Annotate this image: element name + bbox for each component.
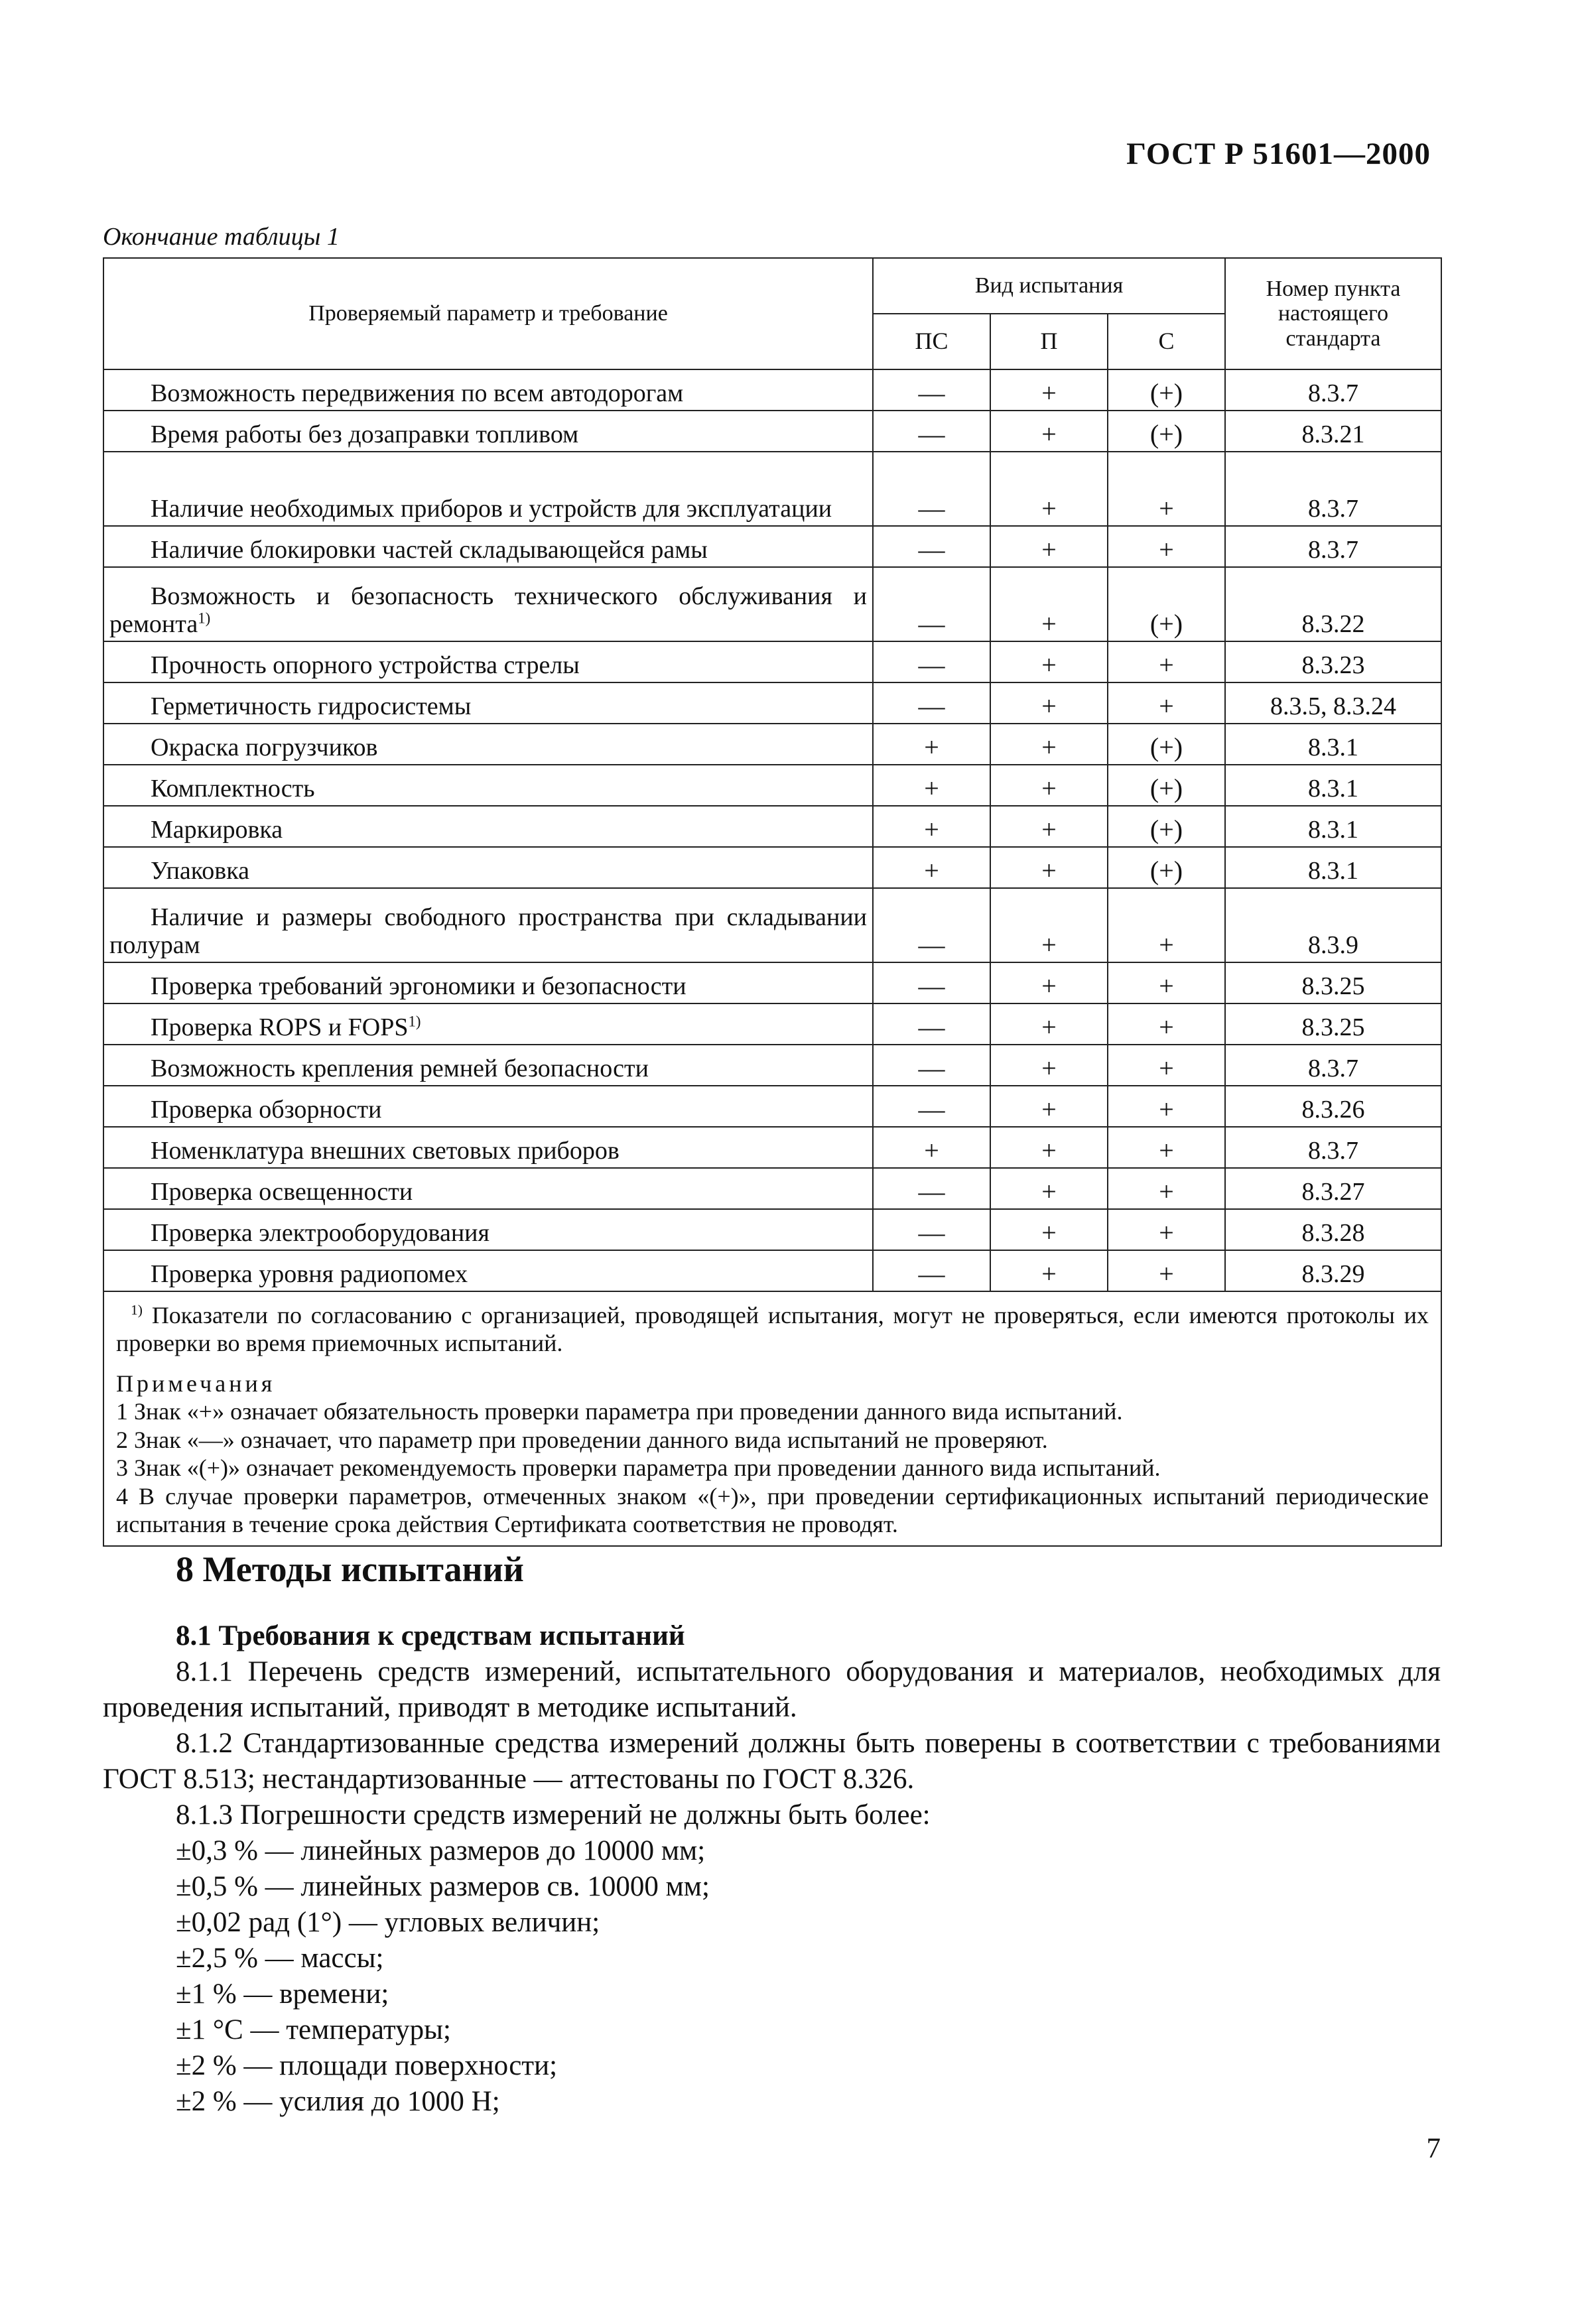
cell-p: + bbox=[990, 682, 1108, 724]
cell-ps: — bbox=[873, 1003, 990, 1045]
param-text: Маркировка bbox=[151, 816, 283, 844]
cell-param bbox=[103, 1003, 873, 1045]
note-item: 1 Знак «+» означает обязательность проверки параметра при проведении данного вида испытаний. bbox=[116, 1398, 1123, 1425]
cell-p: + bbox=[990, 641, 1108, 682]
cell-p: + bbox=[990, 1086, 1108, 1127]
cell-clause: 8.3.1 bbox=[1225, 724, 1441, 765]
cell-ps: — bbox=[873, 1209, 990, 1250]
footnote-text: Показатели по согласованию с организацией, проводящей испытания, могут не проверяться, если имеются протоколы их проверки во время приемочных испытаний. bbox=[116, 1302, 1429, 1357]
param-text: Упаковка bbox=[151, 857, 249, 885]
cell-ps: — bbox=[873, 526, 990, 567]
cell-p: + bbox=[990, 1209, 1108, 1250]
cell-ps: — bbox=[873, 641, 990, 682]
param-text: Проверка освещенности bbox=[151, 1178, 413, 1206]
param-text: Время работы без дозаправки топливом bbox=[151, 420, 579, 449]
table-body bbox=[103, 369, 1441, 1291]
cell-clause: 8.3.5, 8.3.24 bbox=[1225, 682, 1441, 724]
table-row bbox=[103, 1168, 1441, 1209]
table-row bbox=[103, 806, 1441, 847]
cell-param bbox=[103, 411, 873, 452]
cell-s: + bbox=[1108, 888, 1225, 962]
tolerance-item: ±0,5 % — линейных размеров св. 10000 мм; bbox=[176, 1871, 710, 1902]
subsection-title: 8.1 Требования к средствам испытаний bbox=[176, 1620, 685, 1651]
cell-p: + bbox=[990, 765, 1108, 806]
cell-clause: 8.3.25 bbox=[1225, 1003, 1441, 1045]
cell-ps: — bbox=[873, 369, 990, 411]
test-parameters-table bbox=[103, 257, 1442, 1547]
section-body bbox=[103, 1618, 1441, 2120]
cell-s: (+) bbox=[1108, 567, 1225, 641]
cell-s: + bbox=[1108, 962, 1225, 1003]
cell-s: + bbox=[1108, 641, 1225, 682]
cell-s: + bbox=[1108, 1250, 1225, 1291]
cell-ps: — bbox=[873, 888, 990, 962]
cell-param bbox=[103, 1250, 873, 1291]
cell-s: + bbox=[1108, 1127, 1225, 1168]
cell-s: + bbox=[1108, 1045, 1225, 1086]
paragraph: 8.1.3 Погрешности средств измерений не должны быть более: bbox=[176, 1799, 931, 1831]
cell-p: + bbox=[990, 411, 1108, 452]
note-item: 2 Знак «—» означает, что параметр при проведении данного вида испытаний не проверяют. bbox=[116, 1426, 1048, 1453]
cell-clause: 8.3.21 bbox=[1225, 411, 1441, 452]
notes-heading: Примечания bbox=[116, 1370, 276, 1397]
cell-param bbox=[103, 888, 873, 962]
cell-ps: — bbox=[873, 1250, 990, 1291]
table-row bbox=[103, 1209, 1441, 1250]
table-row bbox=[103, 1250, 1441, 1291]
table-row bbox=[103, 526, 1441, 567]
page-number: 7 bbox=[1426, 2133, 1441, 2164]
cell-clause: 8.3.27 bbox=[1225, 1168, 1441, 1209]
cell-s: (+) bbox=[1108, 411, 1225, 452]
param-text: Проверка обзорности bbox=[151, 1096, 382, 1124]
table-row bbox=[103, 962, 1441, 1003]
cell-clause: 8.3.7 bbox=[1225, 369, 1441, 411]
cell-s: + bbox=[1108, 452, 1225, 526]
cell-s: (+) bbox=[1108, 369, 1225, 411]
cell-ps: — bbox=[873, 682, 990, 724]
cell-p: + bbox=[990, 962, 1108, 1003]
footnote-ref: 1) bbox=[408, 1013, 421, 1030]
table-notes bbox=[103, 1291, 1441, 1546]
cell-p: + bbox=[990, 1250, 1108, 1291]
cell-s: + bbox=[1108, 526, 1225, 567]
cell-param bbox=[103, 724, 873, 765]
header-clause: Номер пункта настоящего стандарта bbox=[1225, 258, 1441, 369]
cell-clause: 8.3.25 bbox=[1225, 962, 1441, 1003]
footnote-mark: 1) bbox=[131, 1302, 143, 1318]
cell-p: + bbox=[990, 452, 1108, 526]
paragraph: 8.1.2 Стандартизованные средства измерений должны быть поверены в соответствии с требованиями ГОСТ 8.513; нестандартизованные — аттестованы по ГОСТ 8.326. bbox=[103, 1728, 1441, 1795]
param-text: Окраска погрузчиков bbox=[151, 734, 378, 762]
cell-p: + bbox=[990, 1045, 1108, 1086]
table-row bbox=[103, 682, 1441, 724]
cell-ps: + bbox=[873, 847, 990, 888]
cell-ps: + bbox=[873, 806, 990, 847]
footnote bbox=[116, 1301, 1429, 1358]
param-text: Возможность передвижения по всем автодорогам bbox=[151, 379, 684, 408]
cell-clause: 8.3.1 bbox=[1225, 806, 1441, 847]
cell-ps: + bbox=[873, 765, 990, 806]
cell-s: + bbox=[1108, 1209, 1225, 1250]
param-text: Прочность опорного устройства стрелы bbox=[151, 651, 580, 680]
param-text: Комплектность bbox=[151, 775, 315, 803]
cell-p: + bbox=[990, 888, 1108, 962]
cell-s: + bbox=[1108, 682, 1225, 724]
cell-clause: 8.3.22 bbox=[1225, 567, 1441, 641]
cell-clause: 8.3.1 bbox=[1225, 847, 1441, 888]
param-text: Проверка ROPS и FOPS bbox=[151, 1013, 409, 1042]
cell-clause: 8.3.29 bbox=[1225, 1250, 1441, 1291]
cell-ps: — bbox=[873, 567, 990, 641]
cell-p: + bbox=[990, 1127, 1108, 1168]
cell-p: + bbox=[990, 806, 1108, 847]
cell-clause: 8.3.1 bbox=[1225, 765, 1441, 806]
cell-param bbox=[103, 1045, 873, 1086]
cell-param bbox=[103, 526, 873, 567]
table-row bbox=[103, 1045, 1441, 1086]
param-text: Проверка требований эргономики и безопасности bbox=[151, 972, 687, 1001]
cell-param bbox=[103, 847, 873, 888]
cell-p: + bbox=[990, 567, 1108, 641]
param-text: Возможность и безопасность технического обслуживания и ремонта bbox=[109, 582, 867, 639]
cell-ps: — bbox=[873, 452, 990, 526]
table-row bbox=[103, 411, 1441, 452]
tolerance-item: ±0,02 рад (1°) — угловых величин; bbox=[176, 1907, 600, 1938]
cell-param bbox=[103, 1168, 873, 1209]
param-text: Номенклатура внешних световых приборов bbox=[151, 1137, 620, 1165]
table-row bbox=[103, 641, 1441, 682]
tolerance-item: ±2 % — площади поверхности; bbox=[176, 2050, 558, 2081]
table-row bbox=[103, 847, 1441, 888]
table-row bbox=[103, 452, 1441, 526]
cell-p: + bbox=[990, 847, 1108, 888]
cell-ps: + bbox=[873, 724, 990, 765]
cell-p: + bbox=[990, 1168, 1108, 1209]
table-row bbox=[103, 1003, 1441, 1045]
cell-ps: + bbox=[873, 1127, 990, 1168]
table-row bbox=[103, 888, 1441, 962]
table-row bbox=[103, 369, 1441, 411]
cell-clause: 8.3.28 bbox=[1225, 1209, 1441, 1250]
tolerance-item: ±0,3 % — линейных размеров до 10000 мм; bbox=[176, 1835, 706, 1866]
cell-s: (+) bbox=[1108, 806, 1225, 847]
tolerance-item: ±2,5 % — массы; bbox=[176, 1943, 384, 1974]
cell-ps: — bbox=[873, 1045, 990, 1086]
cell-ps: — bbox=[873, 1086, 990, 1127]
cell-param bbox=[103, 962, 873, 1003]
param-text: Проверка электрооборудования bbox=[151, 1219, 490, 1248]
table-row bbox=[103, 1127, 1441, 1168]
cell-ps: — bbox=[873, 1168, 990, 1209]
paragraph: 8.1.1 Перечень средств измерений, испытательного оборудования и материалов, необходимых для проведения испытаний, приводят в методике испытаний. bbox=[103, 1656, 1441, 1723]
table-row bbox=[103, 724, 1441, 765]
cell-p: + bbox=[990, 1003, 1108, 1045]
param-text: Наличие и размеры свободного пространства при складывании полурам bbox=[109, 903, 867, 960]
cell-ps: — bbox=[873, 411, 990, 452]
cell-p: + bbox=[990, 724, 1108, 765]
cell-clause: 8.3.7 bbox=[1225, 1045, 1441, 1086]
cell-param bbox=[103, 765, 873, 806]
cell-s: + bbox=[1108, 1168, 1225, 1209]
table-caption: Окончание таблицы 1 bbox=[103, 223, 340, 251]
header-param: Проверяемый параметр и требование bbox=[103, 258, 873, 369]
tolerance-item: ±2 % — усилия до 1000 Н; bbox=[176, 2086, 500, 2117]
note-item: 3 Знак «(+)» означает рекомендуемость проверки параметра при проведении данного вида испытаний. bbox=[116, 1454, 1161, 1482]
param-text: Наличие необходимых приборов и устройств для эксплуатации bbox=[151, 495, 832, 523]
cell-clause: 8.3.26 bbox=[1225, 1086, 1441, 1127]
cell-clause: 8.3.9 bbox=[1225, 888, 1441, 962]
param-text: Проверка уровня радиопомех bbox=[151, 1260, 468, 1289]
tolerance-item: ±1 °С — температуры; bbox=[176, 2014, 451, 2045]
cell-clause: 8.3.23 bbox=[1225, 641, 1441, 682]
cell-param bbox=[103, 1086, 873, 1127]
table-row bbox=[103, 567, 1441, 641]
cell-s: + bbox=[1108, 1003, 1225, 1045]
cell-clause: 8.3.7 bbox=[1225, 526, 1441, 567]
cell-param bbox=[103, 1209, 873, 1250]
cell-s: (+) bbox=[1108, 724, 1225, 765]
cell-clause: 8.3.7 bbox=[1225, 452, 1441, 526]
header-s: С bbox=[1108, 314, 1225, 369]
header-ps: ПС bbox=[873, 314, 990, 369]
cell-param bbox=[103, 369, 873, 411]
param-text: Возможность крепления ремней безопасности bbox=[151, 1055, 649, 1083]
cell-ps: — bbox=[873, 962, 990, 1003]
cell-p: + bbox=[990, 526, 1108, 567]
cell-param bbox=[103, 1127, 873, 1168]
cell-param bbox=[103, 806, 873, 847]
param-text: Наличие блокировки частей складывающейся рамы bbox=[151, 536, 708, 564]
cell-s: (+) bbox=[1108, 847, 1225, 888]
document-code: ГОСТ Р 51601—2000 bbox=[1126, 137, 1431, 171]
cell-param bbox=[103, 452, 873, 526]
table-row bbox=[103, 765, 1441, 806]
cell-s: (+) bbox=[1108, 765, 1225, 806]
cell-param bbox=[103, 641, 873, 682]
cell-s: + bbox=[1108, 1086, 1225, 1127]
header-test-type: Вид испытания bbox=[873, 258, 1225, 314]
header-p: П bbox=[990, 314, 1108, 369]
tolerance-item: ±1 % — времени; bbox=[176, 1978, 389, 2010]
cell-p: + bbox=[990, 369, 1108, 411]
note-item: 4 В случае проверки параметров, отмеченных знаком «(+)», при проведении сертификационных испытаний периодические испытания в течение срока действия Сертификата соответствия не проводят. bbox=[116, 1482, 1429, 1538]
param-text: Герметичность гидросистемы bbox=[151, 692, 472, 721]
table-row bbox=[103, 1086, 1441, 1127]
section-title: 8 Методы испытаний bbox=[176, 1549, 524, 1589]
footnote-ref: 1) bbox=[198, 610, 211, 627]
cell-param bbox=[103, 567, 873, 641]
cell-clause: 8.3.7 bbox=[1225, 1127, 1441, 1168]
cell-param bbox=[103, 682, 873, 724]
